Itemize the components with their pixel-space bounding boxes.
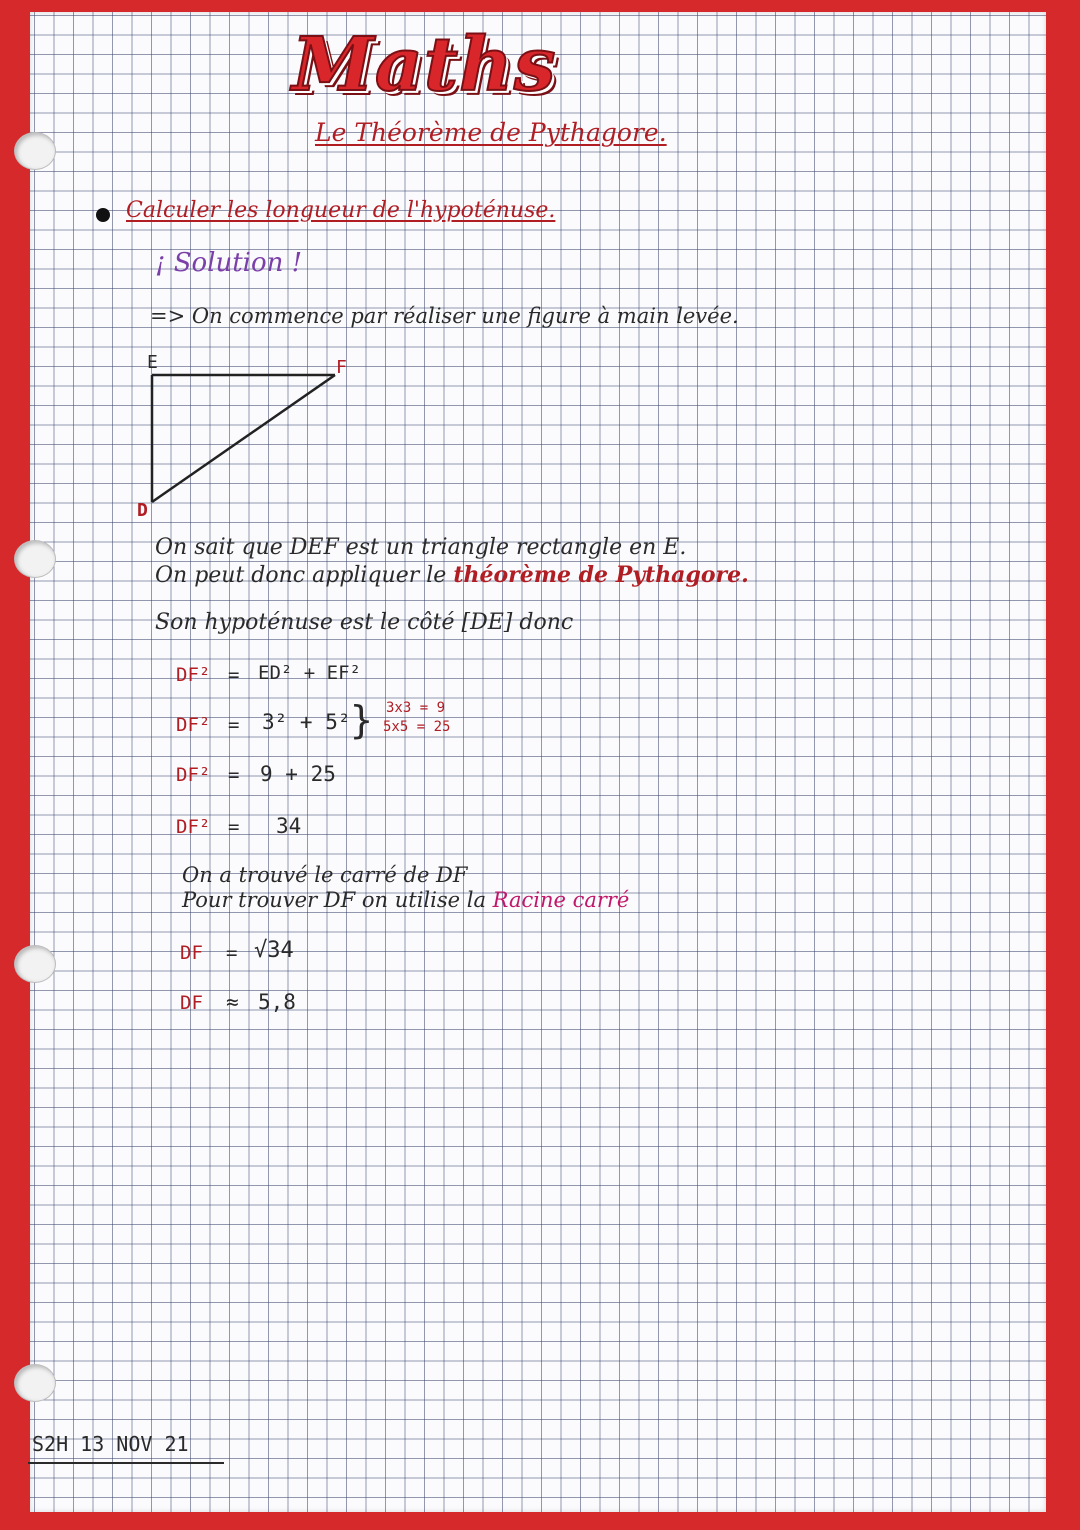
vertex-label-e: E [147,352,158,373]
side-note-line2: 5x5 = 25 [383,719,451,735]
binder-hole [14,132,56,170]
racine-highlight: Racine carré [492,888,630,912]
final-rhs: 5,8 [258,990,296,1014]
equation-lhs: DF² [176,664,211,686]
brace-icon: } [350,698,373,742]
equation-op: = [228,816,240,838]
equation-rhs: 9 + 25 [260,762,336,786]
final-rhs: √34 [254,938,294,963]
binder-hole [14,1364,56,1402]
equation-op: = [228,764,240,786]
bullet-icon [96,208,110,222]
page-subtitle: Le Théorème de Pythagore. [315,118,667,147]
footer-underline [28,1462,224,1464]
final-lhs: DF [180,942,203,964]
footer-date: S2H 13 NOV 21 [32,1432,189,1456]
statement-line2 [155,562,749,588]
equation-op: = [228,664,240,686]
instruction-text: Calculer les longueur de l'hypoténuse. [126,198,556,223]
segment-df [152,375,335,502]
hypotenuse-line: Son hypoténuse est le côté [DE] donc [155,610,574,635]
equation-lhs: DF² [176,816,211,838]
final-lhs: DF [180,992,203,1014]
root-line [182,888,629,912]
solution-label: ¡ Solution ! [155,248,303,278]
statement-line1: On sait que DEF est un triangle rectangle en E. [155,535,687,560]
equation-rhs: ED² + EF² [258,662,361,684]
vertex-label-f: F [336,357,347,378]
equation-rhs: 3² + 5² [262,710,351,734]
equation-op: = [228,714,240,736]
root-line-prefix: Pour trouver DF on utilise la [182,888,493,912]
final-op: ≈ [226,990,239,1014]
equation-lhs: DF² [176,714,211,736]
side-note-line1: 3x3 = 9 [386,700,446,716]
page-title: Maths [292,22,557,108]
binder-hole [14,540,56,578]
pythagore-highlight: théorème de Pythagore. [453,562,749,588]
triangle-figure [130,350,360,520]
final-op: = [226,942,238,964]
statement-line2-prefix: On peut donc appliquer le [155,563,454,588]
found-square-text: On a trouvé le carré de DF [182,863,468,887]
equation-lhs: DF² [176,764,211,786]
binder-hole [14,945,56,983]
step-intro-text: => On commence par réaliser une figure à main levée. [150,304,739,328]
vertex-label-d: D [137,500,148,521]
equation-rhs: 34 [276,814,302,838]
notebook-page [30,12,1046,1512]
